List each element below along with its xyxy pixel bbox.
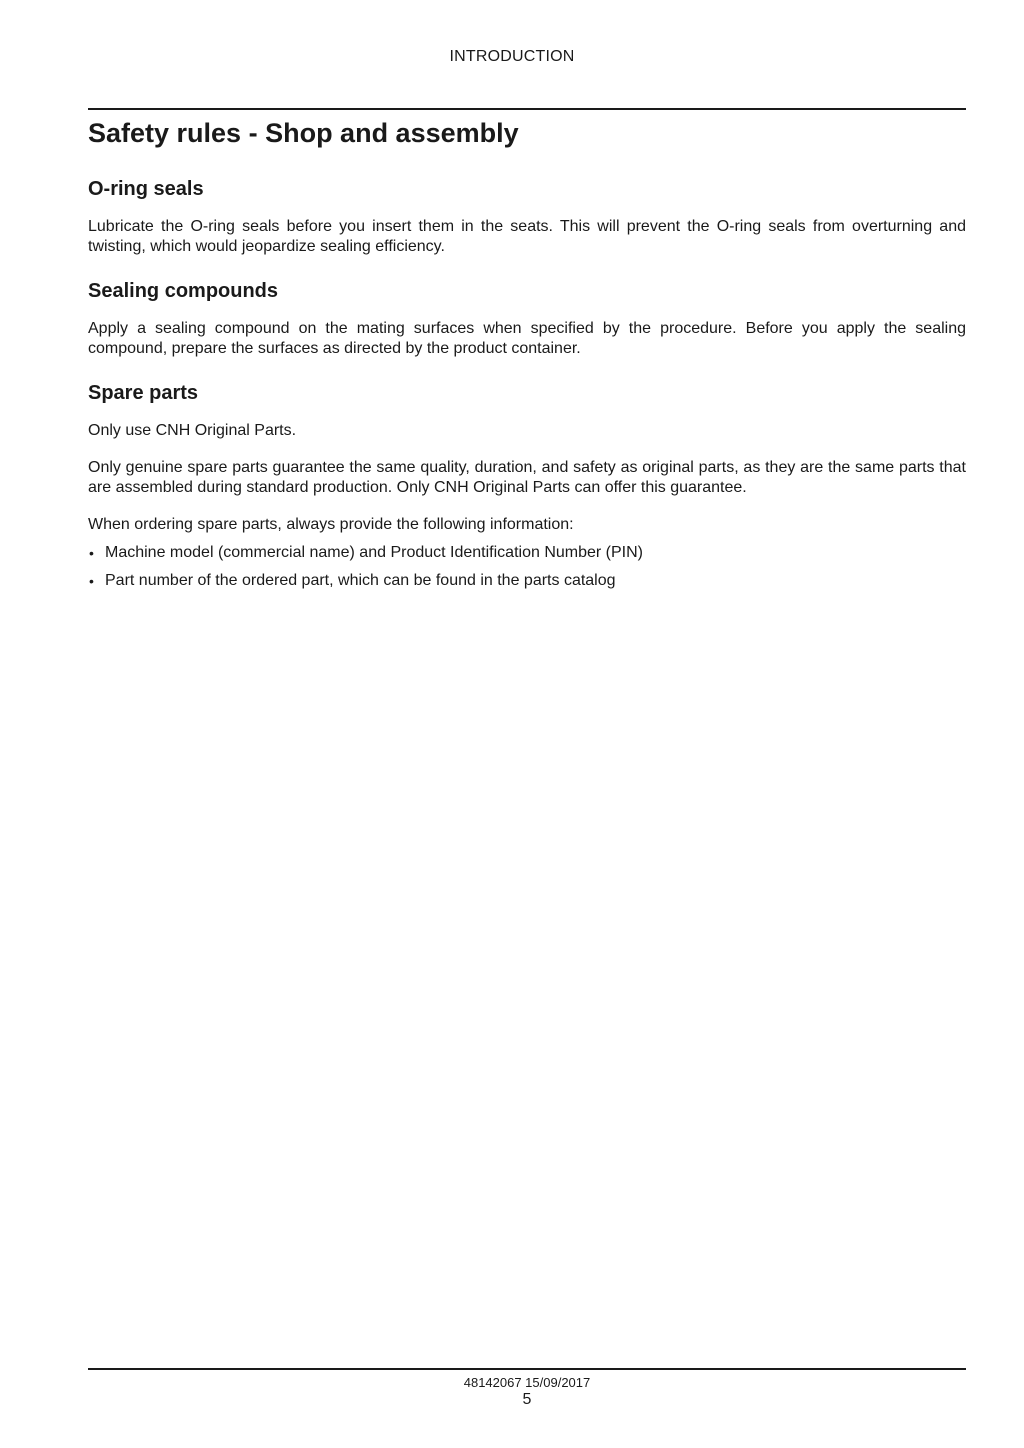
section-paragraph: When ordering spare parts, always provide the following information:: [88, 516, 574, 533]
section-heading-sealing-compounds: Sealing compounds: [88, 280, 279, 302]
header-rule: [88, 108, 966, 110]
list-item-text: Machine model (commercial name) and Product Identification Number (PIN): [105, 544, 643, 561]
bullet-list: [88, 543, 966, 591]
section-paragraph: Lubricate the O-ring seals before you insert them in the seats. This will prevent the O-ring seals from overturning and twisting, which would jeopardize sealing efficiency.: [88, 218, 966, 255]
section-paragraph: Only genuine spare parts guarantee the same quality, duration, and safety as original parts, as they are the same parts that are assembled during standard production. Only CNH Original Parts can offer this guarantee.: [88, 459, 966, 496]
page-title: Safety rules - Shop and assembly: [88, 118, 519, 148]
document-id: 48142067 15/09/2017: [463, 1375, 591, 1390]
footer-rule: [88, 1368, 966, 1370]
list-item-text: Part number of the ordered part, which can be found in the parts catalog: [105, 572, 616, 589]
running-header: INTRODUCTION: [449, 48, 575, 65]
page-content: [88, 112, 966, 599]
list-item: [88, 543, 966, 563]
page-number: 5: [522, 1391, 532, 1408]
bullet-icon: •: [89, 545, 94, 561]
section-paragraph: Only use CNH Original Parts.: [88, 422, 297, 439]
list-item: [88, 571, 966, 591]
bullet-icon: •: [89, 573, 94, 589]
section-heading-spare-parts: Spare parts: [88, 382, 199, 404]
section-paragraph: Apply a sealing compound on the mating surfaces when specified by the procedure. Before you apply the sealing compound, prepare the surfaces as directed by the product container.: [88, 320, 966, 357]
section-heading-o-ring-seals: O-ring seals: [88, 178, 204, 200]
